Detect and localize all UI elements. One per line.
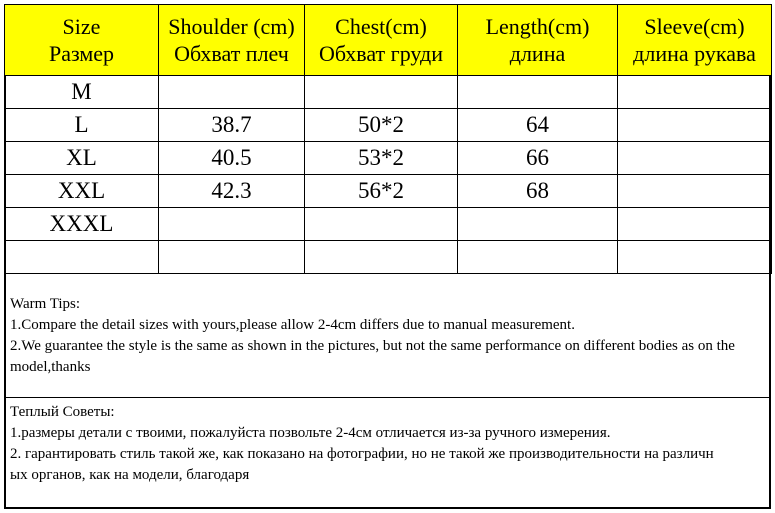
tips-line: 1.Compare the detail sizes with yours,please allow 2-4cm differs due to manual measurement. (10, 317, 575, 333)
tips-title: Warm Tips: (10, 296, 81, 312)
header-shoulder: Shoulder (cm) Обхват плеч (159, 5, 305, 76)
shoulder-cell: 42.3 (159, 175, 305, 208)
size-cell: XXXL (5, 208, 159, 241)
size-chart-table (4, 4, 772, 274)
length-cell: 64 (458, 109, 618, 142)
table-row (5, 208, 772, 241)
tips-title: Теплый Советы: (10, 404, 115, 420)
sleeve-cell (618, 76, 772, 109)
length-cell: 68 (458, 175, 618, 208)
tips-line: 1.размеры детали с твоими, пожалуйста позвольте 2-4см отличается из-за ручного измерения. (10, 425, 611, 441)
shoulder-cell (159, 208, 305, 241)
tips-line: 2. гарантировать стиль такой же, как показано на фотографии, но не такой же производительности на различн (10, 446, 714, 462)
sleeve-cell (618, 175, 772, 208)
shoulder-cell (159, 241, 305, 274)
chest-cell: 53*2 (305, 142, 458, 175)
warm-tips-english (4, 286, 771, 398)
chest-cell: 56*2 (305, 175, 458, 208)
chest-cell (305, 241, 458, 274)
size-cell: XL (5, 142, 159, 175)
tips-line: 2.We guarantee the style is the same as shown in the pictures, but not the same performance on different bodies as on the model,thanks (10, 338, 735, 375)
tips-line: ых органов, как на модели, благодаря (10, 467, 250, 483)
shoulder-cell: 38.7 (159, 109, 305, 142)
chest-cell (305, 208, 458, 241)
size-cell: L (5, 109, 159, 142)
table-row (5, 109, 772, 142)
length-cell: 66 (458, 142, 618, 175)
table-header-row (5, 5, 772, 76)
table-row (5, 175, 772, 208)
size-cell: M (5, 76, 159, 109)
shoulder-cell (159, 76, 305, 109)
header-size: Size Размер (5, 5, 159, 76)
warm-tips-russian (4, 398, 771, 509)
table-row (5, 76, 772, 109)
length-cell (458, 76, 618, 109)
table-row (5, 142, 772, 175)
size-cell: XXL (5, 175, 159, 208)
chest-cell (305, 76, 458, 109)
sleeve-cell (618, 241, 772, 274)
shoulder-cell: 40.5 (159, 142, 305, 175)
sleeve-cell (618, 109, 772, 142)
chest-cell: 50*2 (305, 109, 458, 142)
header-sleeve: Sleeve(cm) длина рукава (618, 5, 772, 76)
header-length: Length(cm) длина (458, 5, 618, 76)
header-chest: Chest(cm) Обхват груди (305, 5, 458, 76)
size-cell (5, 241, 159, 274)
sleeve-cell (618, 142, 772, 175)
table-row (5, 241, 772, 274)
length-cell (458, 241, 618, 274)
length-cell (458, 208, 618, 241)
sleeve-cell (618, 208, 772, 241)
